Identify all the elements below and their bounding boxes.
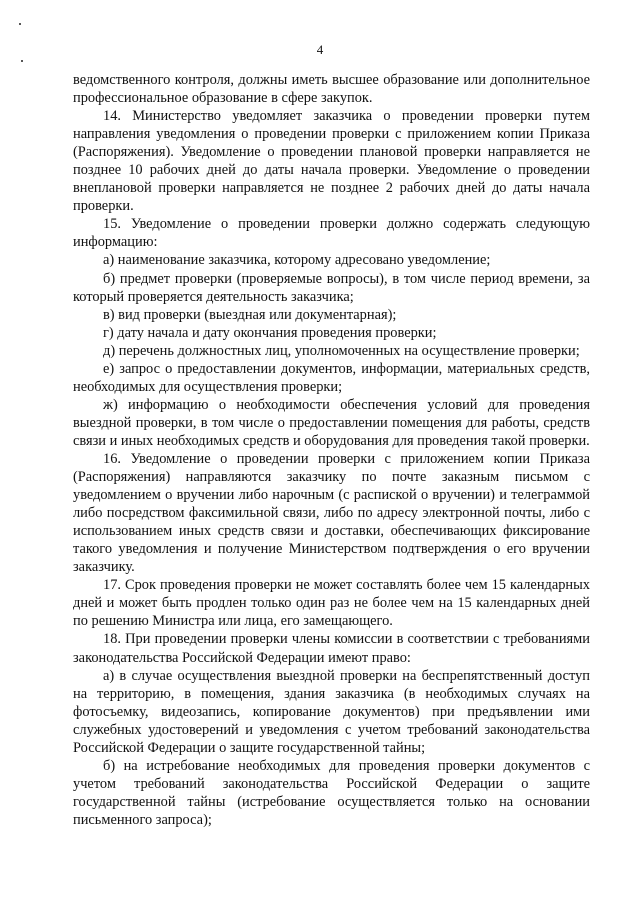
list-item-15g: ж) информацию о необходимости обеспечения условий для проведения выездной проверки, в том числе о предоставлении помещения для работы, средств связи и иных необходимых средств и оборудования для проведения такой проверки.	[73, 396, 590, 449]
paragraph-15: 15. Уведомление о проведении проверки должно содержать следующую информацию:	[73, 216, 590, 251]
scan-speck	[21, 60, 23, 62]
list-item-15d: г) дату начала и дату окончания проведения проверки;	[103, 324, 437, 341]
page-number: 4	[316, 42, 324, 57]
list-item-15b: б) предмет проверки (проверяемые вопросы), в том числе период времени, за который проверяется деятельность заказчика;	[73, 270, 590, 305]
document-body	[73, 71, 590, 829]
list-item-15a: а) наименование заказчика, которому адресовано уведомление;	[103, 252, 491, 269]
list-item-15c: в) вид проверки (выездная или документарная);	[103, 306, 397, 323]
paragraph-16: 16. Уведомление о проведении проверки с приложением копии Приказа (Распоряжения) направляются заказчику по почте заказным письмом с уведомлением о вручении либо нарочным (с распиской о вручении) и телеграммой либо посредством факсимильной связи, либо по адресу электронной почты, либо с использованием иных средств связи и доставки, обеспечивающих фиксирование такого уведомления и получение Министерством подтверждения о его вручении заказчику.	[73, 450, 590, 576]
paragraph-18: 18. При проведении проверки члены комиссии в соответствии с требованиями законодательства Российской Федерации имеют право:	[73, 631, 590, 666]
list-item-15e: д) перечень должностных лиц, уполномоченных на осуществление проверки;	[103, 342, 580, 359]
list-item-18a: а) в случае осуществления выездной проверки на беспрепятственный доступ на территорию, в помещения, здания заказчика (в необходимых случаях на фотосъемку, видеозапись, копирование документов) при предъявлении ими служебных удостоверений и уведомления с учетом требований законодательства Российской Федерации о защите государственной тайны;	[73, 667, 590, 756]
paragraph-continuation: ведомственного контроля, должны иметь высшее образование или дополнительное профессиональное образование в сфере закупок.	[73, 72, 590, 107]
scan-speck	[19, 23, 21, 25]
list-item-15f: е) запрос о предоставлении документов, информации, материальных средств, необходимых для осуществления проверки;	[73, 360, 590, 395]
paragraph-17: 17. Срок проведения проверки не может составлять более чем 15 календарных дней и может быть продлен только один раз не более чем на 15 календарных дней по решению Министра или лица, его замещающего.	[73, 577, 590, 630]
paragraph-14: 14. Министерство уведомляет заказчика о проведении проверки путем направления уведомления о проведении проверки с приложением копии Приказа (Распоряжения). Уведомление о проведении плановой проверки направляется не позднее 10 рабочих дней до даты начала проверки. Уведомление о проведении внеплановой проверки направляется не позднее 2 рабочих дней до даты начала проверки.	[73, 108, 590, 215]
list-item-18b: б) на истребование необходимых для проведения проверки документов с учетом требований законодательства Российской Федерации о защите государственной тайны (истребование осуществляется только на основании письменного запроса);	[73, 757, 590, 828]
